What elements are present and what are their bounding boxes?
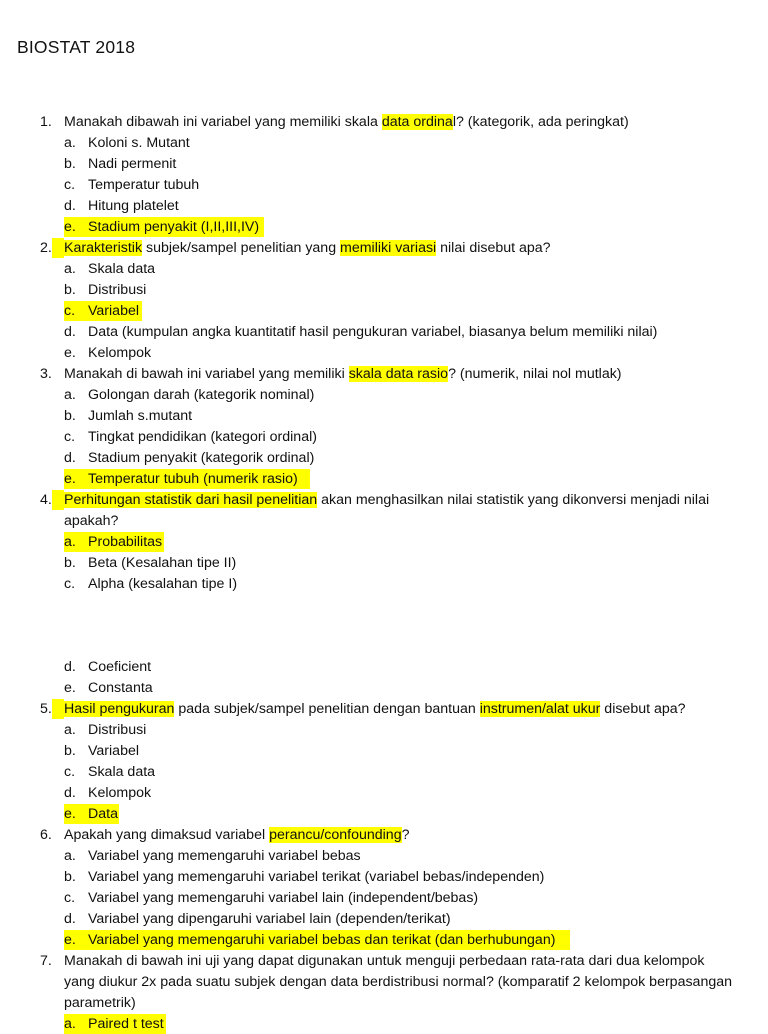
option-label: b. xyxy=(64,282,76,298)
question-number: 1. xyxy=(40,114,52,130)
highlighted-keyword: Hasil pengukuran xyxy=(64,701,175,717)
highlighted-keyword: Karakteristik xyxy=(64,240,143,256)
option-text: Tingkat pendidikan (kategori ordinal) xyxy=(88,429,317,445)
question-number-highlight xyxy=(52,699,64,719)
option-label: a. xyxy=(64,261,76,277)
option-text: Nadi permenit xyxy=(88,156,177,172)
option-text: Variabel xyxy=(88,743,139,759)
option-text: Stadium penyakit (kategorik ordinal) xyxy=(88,450,315,466)
option-text: Variabel yang memengaruhi variabel lain (independent/bebas) xyxy=(88,890,479,906)
option-label: d. xyxy=(64,450,76,466)
question-number-highlight xyxy=(52,238,64,258)
option-text: Jumlah s.mutant xyxy=(88,408,193,424)
option-text: Variabel yang memengaruhi variabel terikat (variabel bebas/independen) xyxy=(88,869,545,885)
question-text: Perhitungan statistik dari hasil penelitian akan menghasilkan nilai statistik yang dikonversi menjadi nilai xyxy=(64,492,710,508)
question-number: 5. xyxy=(40,701,52,717)
option-text-answer: Stadium penyakit (I,II,III,IV) xyxy=(88,219,260,235)
option-text-answer: Variabel xyxy=(88,303,139,319)
option-label: e. xyxy=(64,345,76,361)
option-label-answer: e. xyxy=(64,471,76,487)
option-text: Variabel yang dipengaruhi variabel lain (dependen/terikat) xyxy=(88,911,451,927)
option-label: c. xyxy=(64,429,76,445)
option-text-answer: Paired t test xyxy=(88,1016,164,1032)
option-label: a. xyxy=(64,135,76,151)
option-label: c. xyxy=(64,576,76,592)
option-text: Constanta xyxy=(88,680,153,696)
option-label-answer: e. xyxy=(64,806,76,822)
option-label-answer: c. xyxy=(64,303,76,319)
option-text: Distribusi xyxy=(88,282,147,298)
question-text: Manakah dibawah ini variabel yang memiliki skala data ordinal? (kategorik, ada peringkat) xyxy=(64,114,629,130)
option-label-answer: e. xyxy=(64,932,76,948)
document-title: BIOSTAT 2018 xyxy=(17,37,136,57)
option-text-answer: Temperatur tubuh (numerik rasio) xyxy=(88,471,298,487)
question-text: Apakah yang dimaksud variabel perancu/confounding? xyxy=(64,827,410,843)
option-label: c. xyxy=(64,764,76,780)
option-label: d. xyxy=(64,198,76,214)
option-label-answer: a. xyxy=(64,1016,76,1032)
question-text: Manakah di bawah ini variabel yang memiliki skala data rasio? (numerik, nilai nol mutlak) xyxy=(64,366,622,382)
option-text-answer: Variabel yang memengaruhi variabel bebas dan terikat (dan berhubungan) xyxy=(88,932,556,948)
option-label-answer: a. xyxy=(64,534,76,550)
question-text-line-3: parametrik) xyxy=(64,995,136,1011)
highlighted-keyword: data ordina xyxy=(381,114,453,130)
option-label: a. xyxy=(64,387,76,403)
option-label: d. xyxy=(64,324,76,340)
option-label: c. xyxy=(64,890,76,906)
option-label: d. xyxy=(64,659,76,675)
option-text: Coeficient xyxy=(88,659,152,675)
option-label: b. xyxy=(64,408,76,424)
question-number: 7. xyxy=(40,953,52,969)
option-label: d. xyxy=(64,911,76,927)
option-label: a. xyxy=(64,848,76,864)
option-text: Koloni s. Mutant xyxy=(88,135,190,151)
option-text: Temperatur tubuh xyxy=(88,177,200,193)
highlighted-keyword: Perhitungan statistik dari hasil penelitian xyxy=(64,492,318,508)
option-label: a. xyxy=(64,722,76,738)
question-text: Karakteristik subjek/sampel penelitian yang memiliki variasi nilai disebut apa? xyxy=(64,240,551,256)
option-text: Kelompok xyxy=(88,785,152,801)
option-text: Skala data xyxy=(88,764,156,780)
option-text: Distribusi xyxy=(88,722,147,738)
option-label: b. xyxy=(64,743,76,759)
question-number: 4. xyxy=(40,492,52,508)
option-label: c. xyxy=(64,177,76,193)
question-number: 3. xyxy=(40,366,52,382)
option-text: Kelompok xyxy=(88,345,152,361)
option-text-answer: Probabilitas xyxy=(88,534,163,550)
option-label: d. xyxy=(64,785,76,801)
question-number-highlight xyxy=(52,490,64,510)
option-label: b. xyxy=(64,156,76,172)
option-text: Golongan darah (kategorik nominal) xyxy=(88,387,315,403)
option-text: Skala data xyxy=(88,261,156,277)
highlighted-keyword: skala data rasio xyxy=(348,366,449,382)
question-text-line-2: apakah? xyxy=(64,513,119,529)
question-number: 2. xyxy=(40,240,52,256)
option-text-answer: Data xyxy=(88,806,118,822)
question-text: Manakah di bawah ini uji yang dapat digunakan untuk menguji perbedaan rata-rata dari dua kelompok xyxy=(64,953,705,969)
option-text: Beta (Kesalahan tipe II) xyxy=(88,555,237,571)
highlighted-keyword: memiliki variasi xyxy=(340,240,437,256)
option-text: Alpha (kesalahan tipe I) xyxy=(88,576,238,592)
option-label-answer: e. xyxy=(64,219,76,235)
option-label: b. xyxy=(64,869,76,885)
option-label: b. xyxy=(64,555,76,571)
question-number: 6. xyxy=(40,827,52,843)
option-text: Data (kumpulan angka kuantitatif hasil pengukuran variabel, biasanya belum memiliki nilai) xyxy=(88,324,658,340)
highlighted-keyword: perancu/confounding xyxy=(269,827,402,843)
option-text: Hitung platelet xyxy=(88,198,179,214)
question-text: Hasil pengukuran pada subjek/sampel penelitian dengan bantuan instrumen/alat ukur disebut apa? xyxy=(64,701,686,717)
question-text-line-2: yang diukur 2x pada suatu subjek dengan data berdistribusi normal? (komparatif 2 kelompok berpasangan xyxy=(64,974,733,990)
highlighted-keyword: instrumen/alat ukur xyxy=(479,701,601,717)
option-label: e. xyxy=(64,680,76,696)
option-text: Variabel yang memengaruhi variabel bebas xyxy=(88,848,361,864)
